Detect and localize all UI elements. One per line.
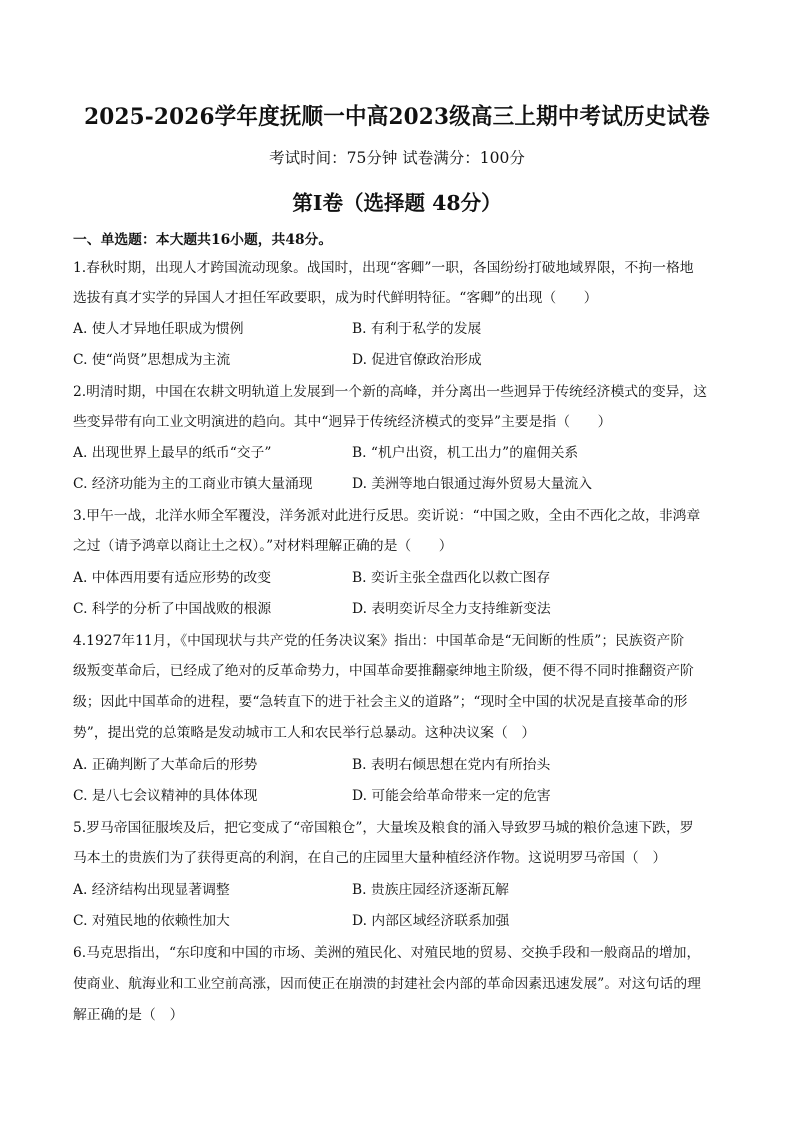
question-3-line-2: 之过（请予鸿章以商让土之权）。”对材料理解正确的是（ ） xyxy=(73,538,453,554)
section-heading: 一、单选题：本大题共16小题，共48分。 xyxy=(73,232,333,248)
question-5-option-b: B. 贵族庄园经济逐渐瓦解 xyxy=(352,882,509,898)
question-6-line-3: 解正确的是（ ） xyxy=(73,1007,184,1023)
question-3-option-d: D. 表明奕䜣尽全力支持维新变法 xyxy=(352,601,551,617)
question-2-option-c: C. 经济功能为主的工商业市镇大量涌现 xyxy=(73,476,313,492)
question-4-line-3: 级；因此中国革命的进程，要“急转直下的进于社会主义的道路”；“现时全中国的状况是直接革命的形 xyxy=(73,694,688,710)
question-5-line-1: 5.罗马帝国征服埃及后，把它变成了“帝国粮仓”，大量埃及粮食的涌入导致罗马城的粮价急速下跌，罗 xyxy=(73,820,694,836)
question-4-line-2: 级叛变革命后，已经成了绝对的反革命势力，中国革命要推翻豪绅地主阶级，便不得不同时推翻资产阶 xyxy=(73,663,694,679)
question-1-option-b: B. 有利于私学的发展 xyxy=(352,321,482,337)
question-2-option-b: B. “机户出资，机工出力”的雇佣关系 xyxy=(352,445,579,461)
question-3-line-1: 3.甲午一战，北洋水师全军覆没，洋务派对此进行反思。奕䜣说：“中国之败，全由不西化之故，非鸿章 xyxy=(73,508,701,524)
question-4-option-a: A. 正确判断了大革命后的形势 xyxy=(73,757,258,773)
question-6-line-2: 使商业、航海业和工业空前高涨，因而使正在崩溃的封建社会内部的革命因素迅速发展”。对这句话的理 xyxy=(73,976,701,992)
question-5-option-a: A. 经济结构出现显著调整 xyxy=(73,882,230,898)
question-1-option-c: C. 使“尚贤”思想成为主流 xyxy=(73,352,231,368)
question-5-line-2: 马本土的贵族们为了获得更高的利润，在自己的庄园里大量种植经济作物。这说明罗马帝国（ ） xyxy=(73,850,667,866)
question-3-option-a: A. 中体西用要有适应形势的改变 xyxy=(73,570,272,586)
question-5-option-c: C. 对殖民地的依赖性加大 xyxy=(73,913,230,929)
question-1-option-d: D. 促进官僚政治形成 xyxy=(352,352,482,368)
question-1-option-a: A. 使人才异地任职成为惯例 xyxy=(73,321,244,337)
question-1-line-2: 选拔有真才实学的异国人才担任军政要职，成为时代鲜明特征。“客卿”的出现（ ） xyxy=(73,290,598,306)
question-1-line-1: 1.春秋时期，出现人才跨国流动现象。战国时，出现“客卿”一职，各国纷纷打破地域界限，不拘一格地 xyxy=(73,260,694,276)
question-3-option-c: C. 科学的分析了中国战败的根源 xyxy=(73,601,272,617)
question-3-option-b: B. 奕䜣主张全盘西化以救亡图存 xyxy=(352,570,551,586)
question-2-line-1: 2.明清时期，中国在农耕文明轨道上发展到一个新的高峰，并分离出一些迥异于传统经济模式的变异，这 xyxy=(73,384,708,400)
question-2-line-2: 些变异带有向工业文明演进的趋向。其中“迥异于传统经济模式的变异”主要是指（ ） xyxy=(73,414,612,430)
exam-title: 2025-2026学年度抚顺一中高2023级高三上期中考试历史试卷 xyxy=(84,104,710,130)
question-4-line-1: 4.1927年11月，《中国现状与共产党的任务决议案》指出：中国革命是“无间断的性质”；民族资产阶 xyxy=(73,633,685,649)
question-2-option-a: A. 出现世界上最早的纸币“交子” xyxy=(73,445,272,461)
question-5-option-d: D. 内部区域经济联系加强 xyxy=(352,913,510,929)
question-4-option-d: D. 可能会给革命带来一定的危害 xyxy=(352,788,551,804)
section-title: 第Ⅰ卷（选择题 48分） xyxy=(292,191,502,215)
question-4-option-b: B. 表明右倾思想在党内有所抬头 xyxy=(352,757,551,773)
question-6-line-1: 6.马克思指出，“东印度和中国的市场、美洲的殖民化、对殖民地的贸易、交换手段和一般商品的增加， xyxy=(73,945,701,961)
question-4-line-4: 势”，提出党的总策略是发动城市工人和农民举行总暴动。这种决议案（ ） xyxy=(73,725,536,741)
question-2-option-d: D. 美洲等地白银通过海外贸易大量流入 xyxy=(352,476,593,492)
exam-subtitle: 考试时间：75分钟 试卷满分：100分 xyxy=(269,149,525,167)
question-4-option-c: C. 是八七会议精神的具体体现 xyxy=(73,788,258,804)
